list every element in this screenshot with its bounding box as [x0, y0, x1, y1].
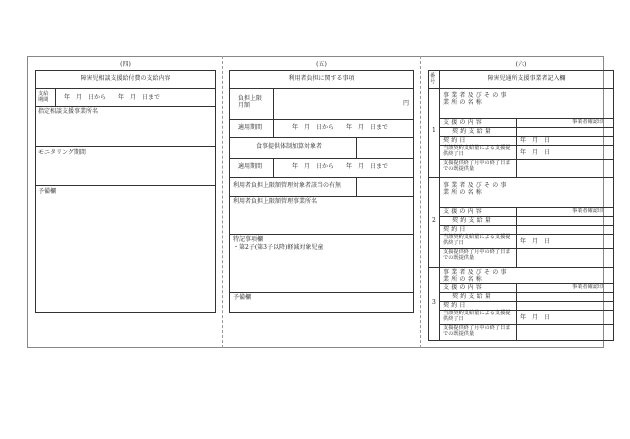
panel6-rule — [428, 267, 614, 268]
panel4-rule — [35, 106, 216, 107]
panel6-rule — [428, 177, 614, 178]
end-date-value: 年 月 日 — [520, 149, 551, 156]
block-number: 3 — [432, 299, 436, 306]
panel6-number: (六) — [515, 61, 527, 68]
confirm-stamp-label: 事業者確認印 — [572, 208, 604, 214]
panel4-monitoring-label: モニタリング期間 — [38, 149, 86, 156]
panel4-period-value: 年 月 日から 年 月 日まで — [64, 94, 161, 101]
panel4-rule — [55, 88, 56, 106]
panel5-mgmt-target-label: 利用者負担上限額管理対象者該当の有無 — [233, 182, 342, 189]
panel4-rule — [35, 88, 216, 89]
support-content-label: 支援の内容 — [443, 208, 485, 215]
panel5-rule — [273, 88, 274, 119]
contract-date-label: 契約日 — [443, 302, 468, 309]
block-number: 2 — [432, 217, 436, 224]
panel5-rule — [229, 177, 414, 178]
business-name-label: 事業者及びその事業所の名称 — [443, 92, 509, 106]
support-content-label: 支援の内容 — [443, 119, 485, 126]
panel5-rule — [273, 119, 274, 137]
panel5-period-label: 適用期間 — [238, 124, 263, 131]
panel5-period2-label: 適用期間 — [238, 163, 263, 170]
panel5-rule — [273, 158, 274, 177]
end-date-label: 当該契約支給量による支援提供終了日 — [443, 234, 511, 246]
provided-amount-label: 支援提供終了月中の終了日までの既提供量 — [443, 325, 511, 337]
panel5-title: 利用者負担に関する事項 — [288, 75, 355, 82]
panel6-col-no: 番号 — [430, 73, 436, 85]
panel5-period-value: 年 月 日から 年 月 日まで — [292, 124, 389, 131]
panel5-special-label: 特記事項欄 — [233, 236, 264, 243]
panel5-rule — [229, 137, 414, 138]
panel5-rule — [229, 196, 414, 197]
panel4-period-label: 支給期間 — [38, 91, 49, 103]
block-number: 1 — [432, 127, 436, 134]
contract-amount-label: 契約支給量 — [452, 217, 494, 224]
panel4-rule — [35, 146, 216, 147]
panel4-number: (四) — [120, 61, 131, 68]
end-date-label: 当該契約支給量による支援提供終了日 — [443, 145, 511, 157]
contract-amount-label: 契約支給量 — [452, 293, 494, 300]
panel5-mgmt-office-label: 利用者負担上限額管理事業所名 — [233, 198, 318, 205]
panel5-rule — [356, 137, 357, 158]
business-name-label: 事業者及びその事業所の名称 — [443, 182, 509, 196]
panel5-rule — [356, 177, 357, 196]
contract-date-label: 契約日 — [443, 226, 468, 233]
panel4-rule — [35, 185, 216, 186]
panel6-title: 障害児通所支援事業者記入欄 — [487, 75, 566, 82]
support-content-label: 支援の内容 — [443, 284, 485, 291]
panel5-period2-value: 年 月 日から 年 月 日まで — [292, 163, 389, 170]
panel5-special-item: ・第2子(第3子以降)軽減対象児童 — [233, 244, 324, 251]
fold-line-left — [222, 56, 223, 348]
panel5-rule — [229, 88, 414, 89]
panel5-rule — [229, 158, 414, 159]
end-date-label: 当該契約支給量による支援提供終了日 — [443, 310, 511, 322]
panel4-title: 障害児相談支援給付費の支給内容 — [80, 75, 171, 82]
end-date-value: 年 月 日 — [520, 314, 551, 321]
panel5-number: (五) — [316, 61, 327, 68]
panel5-rule — [229, 119, 414, 120]
provided-amount-label: 支援提供終了月中の終了日までの既提供量 — [443, 160, 511, 172]
panel5-limit-label: 負担上限月額 — [238, 95, 263, 109]
provided-amount-label: 支援提供終了月中の終了日までの既提供量 — [443, 249, 511, 261]
contract-date-value: 年 月 日 — [520, 137, 551, 144]
confirm-stamp-label: 事業者確認印 — [572, 119, 604, 125]
panel5-rule — [229, 292, 414, 293]
contract-amount-label: 契約支給量 — [452, 128, 494, 135]
panel4-notes-label: 予備欄 — [38, 188, 57, 195]
contract-date-label: 契約日 — [443, 137, 468, 144]
panel5-notes-label: 予備欄 — [233, 294, 252, 301]
panel6-rule — [428, 88, 614, 89]
confirm-stamp-label: 事業者確認印 — [572, 284, 604, 290]
business-name-label: 事業者及びその事業所の名称 — [443, 269, 509, 283]
end-date-value: 年 月 日 — [520, 238, 551, 245]
panel5-rule — [229, 234, 414, 235]
panel4-provider-label: 指定相談支援事業所名 — [38, 108, 99, 115]
panel5-limit-unit: 円 — [403, 100, 410, 107]
panel5-meal-label: 食事提供体制加算対象者 — [256, 143, 323, 150]
fold-line-right — [420, 56, 421, 348]
